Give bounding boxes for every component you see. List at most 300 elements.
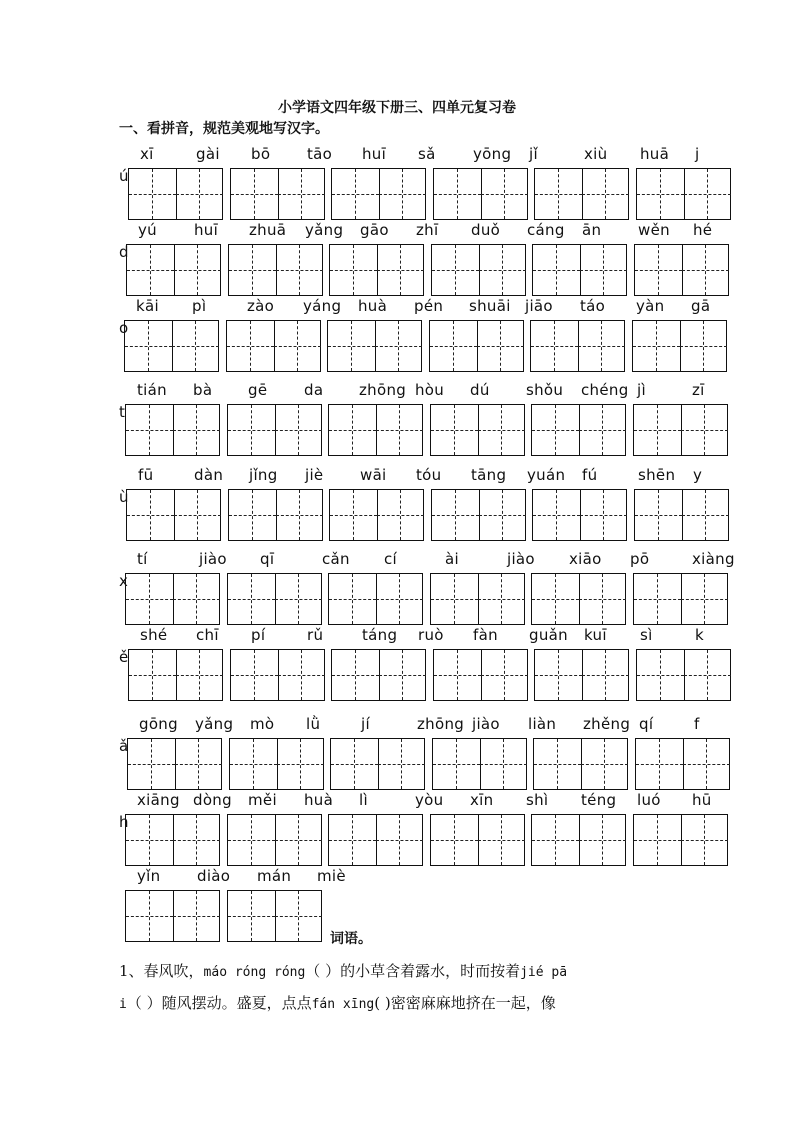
writing-box-pair[interactable] xyxy=(531,814,626,866)
writing-cell[interactable] xyxy=(229,490,277,540)
pinyin-syllable: fú xyxy=(582,466,598,484)
grid-row xyxy=(0,221,794,301)
writing-cell[interactable] xyxy=(127,245,175,295)
pinyin-syllable: zī xyxy=(692,381,705,399)
writing-cell[interactable] xyxy=(578,321,625,371)
page-title: 小学语文四年级下册三、四单元复习卷 xyxy=(278,100,516,116)
pinyin-syllable: hé xyxy=(693,221,713,239)
pinyin-syllable: jiào xyxy=(472,715,500,733)
writing-cell[interactable] xyxy=(173,891,220,941)
pinyin-syllable: shì xyxy=(526,791,549,809)
pinyin-syllable: dòng xyxy=(193,791,232,809)
writing-cell[interactable] xyxy=(228,405,276,455)
pinyin-syllable: qí xyxy=(639,715,654,733)
writing-cell[interactable] xyxy=(434,650,482,700)
pinyin-line xyxy=(0,626,794,648)
writing-box-pair[interactable] xyxy=(125,573,220,625)
writing-cell[interactable] xyxy=(682,245,729,295)
writing-cell[interactable] xyxy=(129,650,177,700)
writing-cell[interactable] xyxy=(229,245,277,295)
pinyin-syllable: jǐ xyxy=(529,145,538,163)
para2-pinyin-0: i xyxy=(119,997,127,1012)
writing-cell[interactable] xyxy=(275,891,322,941)
pinyin-line xyxy=(0,145,794,167)
writing-cell[interactable] xyxy=(480,739,527,789)
pinyin-syllable: fū xyxy=(138,466,154,484)
pinyin-syllable: tián xyxy=(137,381,167,399)
pinyin-line xyxy=(0,221,794,243)
para2-pinyin-1: fán xīng xyxy=(311,997,375,1012)
para1-text-b: （ ）的小草含着露水，时而按着 xyxy=(305,962,521,980)
writing-box-pair[interactable] xyxy=(125,404,220,456)
writing-cell[interactable] xyxy=(634,405,682,455)
pinyin-syllable: gōng xyxy=(139,715,178,733)
writing-cell[interactable] xyxy=(681,405,728,455)
writing-cell[interactable] xyxy=(634,815,682,865)
writing-cell[interactable] xyxy=(635,490,683,540)
pinyin-syllable: duǒ xyxy=(471,221,501,239)
writing-cell[interactable] xyxy=(581,739,628,789)
pinyin-syllable: diào xyxy=(197,867,231,885)
stray-pinyin: ú xyxy=(119,167,129,185)
grid-row xyxy=(0,145,794,225)
writing-cell[interactable] xyxy=(479,245,526,295)
pinyin-syllable: gāo xyxy=(360,221,389,239)
writing-cell[interactable] xyxy=(633,321,681,371)
writing-cell[interactable] xyxy=(126,891,174,941)
writing-cell[interactable] xyxy=(329,574,377,624)
writing-box-pair[interactable] xyxy=(331,649,426,701)
writing-box-pair[interactable] xyxy=(125,814,220,866)
pinyin-syllable: gā xyxy=(691,297,711,315)
writing-cell[interactable] xyxy=(634,574,682,624)
pinyin-syllable: huà xyxy=(358,297,388,315)
writing-cell[interactable] xyxy=(173,405,220,455)
pinyin-syllable: mán xyxy=(257,867,292,885)
writing-box-pair[interactable] xyxy=(330,738,425,790)
writing-cell[interactable] xyxy=(680,321,727,371)
writing-cell[interactable] xyxy=(128,739,176,789)
writing-box-pair[interactable] xyxy=(530,320,625,372)
para1-pinyin-1: máo róng róng xyxy=(203,965,306,980)
grid-row xyxy=(0,466,794,546)
pinyin-syllable: huà xyxy=(304,791,334,809)
writing-cell[interactable] xyxy=(127,490,175,540)
writing-cell[interactable] xyxy=(228,574,276,624)
writing-cell[interactable] xyxy=(579,815,626,865)
pinyin-syllable: cí xyxy=(384,550,398,568)
writing-cell[interactable] xyxy=(332,650,380,700)
writing-box-pair[interactable] xyxy=(430,573,525,625)
writing-cell[interactable] xyxy=(533,245,581,295)
writing-box-pair[interactable] xyxy=(230,168,325,220)
pinyin-syllable: luó xyxy=(637,791,661,809)
writing-box-pair[interactable] xyxy=(532,244,627,296)
writing-box-pair[interactable] xyxy=(328,404,423,456)
pinyin-line xyxy=(0,466,794,488)
pinyin-syllable: pí xyxy=(251,626,266,644)
writing-cell[interactable] xyxy=(328,321,376,371)
pinyin-syllable: yōng xyxy=(473,145,512,163)
writing-box-pair[interactable] xyxy=(124,320,219,372)
writing-box-pair[interactable] xyxy=(125,890,220,942)
writing-cell[interactable] xyxy=(375,321,422,371)
writing-box-pair[interactable] xyxy=(226,320,321,372)
writing-cell[interactable] xyxy=(126,815,174,865)
pinyin-line xyxy=(0,297,794,319)
writing-box-pair[interactable] xyxy=(432,738,527,790)
stray-pinyin: h xyxy=(119,813,129,831)
pinyin-syllable: xiàng xyxy=(692,550,735,568)
pinyin-syllable: táng xyxy=(362,626,398,644)
writing-cell[interactable] xyxy=(531,321,579,371)
writing-cell[interactable] xyxy=(532,574,580,624)
writing-cell[interactable] xyxy=(228,891,276,941)
pinyin-syllable: rǔ xyxy=(307,626,324,644)
pinyin-syllable: zhōng xyxy=(417,715,465,733)
pinyin-syllable: zhěng xyxy=(583,715,631,733)
pinyin-syllable: kuī xyxy=(584,626,607,644)
writing-box-pair[interactable] xyxy=(534,168,629,220)
writing-cell[interactable] xyxy=(227,321,275,371)
writing-cell[interactable] xyxy=(126,405,174,455)
writing-cell[interactable] xyxy=(533,490,581,540)
writing-cell[interactable] xyxy=(431,815,479,865)
pinyin-syllable: sǎ xyxy=(418,145,436,163)
writing-cell[interactable] xyxy=(535,650,583,700)
writing-box-pair[interactable] xyxy=(227,814,322,866)
writing-cell[interactable] xyxy=(430,321,478,371)
writing-cell[interactable] xyxy=(582,169,629,219)
writing-cell[interactable] xyxy=(434,169,482,219)
pinyin-syllable: pén xyxy=(414,297,444,315)
writing-box-pair[interactable] xyxy=(532,489,627,541)
writing-cell[interactable] xyxy=(125,321,173,371)
writing-cell[interactable] xyxy=(532,405,580,455)
pinyin-syllable: xī xyxy=(140,145,154,163)
pinyin-syllable: cáng xyxy=(527,221,565,239)
pinyin-syllable: zhī xyxy=(416,221,439,239)
pinyin-syllable: xiāng xyxy=(137,791,180,809)
writing-cell[interactable] xyxy=(580,245,627,295)
pinyin-syllable: da xyxy=(304,381,324,399)
writing-box-pair[interactable] xyxy=(128,168,223,220)
writing-box-pair[interactable] xyxy=(126,244,221,296)
stray-pinyin: t xyxy=(119,403,125,421)
writing-box-pair[interactable] xyxy=(227,890,322,942)
writing-cell[interactable] xyxy=(478,405,525,455)
pinyin-syllable: jì xyxy=(637,381,646,399)
writing-box-pair[interactable] xyxy=(531,404,626,456)
grid-row xyxy=(0,791,794,871)
writing-cell[interactable] xyxy=(329,405,377,455)
writing-box-pair[interactable] xyxy=(632,320,727,372)
stray-pinyin: x xyxy=(119,572,128,590)
writing-cell[interactable] xyxy=(579,405,626,455)
para1-text-a: 1、春风吹， xyxy=(119,962,204,980)
writing-box-pair[interactable] xyxy=(634,489,729,541)
writing-box-pair[interactable] xyxy=(229,738,324,790)
writing-cell[interactable] xyxy=(173,815,220,865)
pinyin-syllable: jǐng xyxy=(249,466,278,484)
writing-cell[interactable] xyxy=(278,650,325,700)
pinyin-line xyxy=(0,715,794,737)
stray-pinyin: ě xyxy=(119,648,129,666)
pinyin-syllable: sì xyxy=(640,626,653,644)
pinyin-syllable: shé xyxy=(140,626,168,644)
writing-cell[interactable] xyxy=(636,739,684,789)
paragraph-line-2 xyxy=(119,992,556,1013)
pinyin-syllable: cǎn xyxy=(322,550,350,568)
writing-cell[interactable] xyxy=(478,815,525,865)
writing-cell[interactable] xyxy=(477,321,524,371)
section2-heading: 词语。 xyxy=(330,931,372,947)
writing-box-pair[interactable] xyxy=(433,649,528,701)
writing-cell[interactable] xyxy=(230,739,278,789)
writing-box-pair[interactable] xyxy=(328,573,423,625)
writing-box-pair[interactable] xyxy=(634,244,729,296)
writing-cell[interactable] xyxy=(682,490,729,540)
stray-pinyin: ù xyxy=(119,488,129,506)
pinyin-syllable: ān xyxy=(582,221,602,239)
writing-box-pair[interactable] xyxy=(636,168,731,220)
pinyin-syllable: měi xyxy=(248,791,277,809)
pinyin-syllable: wěn xyxy=(638,221,670,239)
pinyin-syllable: tóu xyxy=(416,466,442,484)
pinyin-syllable: k xyxy=(695,626,704,644)
writing-cell[interactable] xyxy=(175,739,222,789)
writing-cell[interactable] xyxy=(635,245,683,295)
writing-cell[interactable] xyxy=(376,574,423,624)
pinyin-syllable: bà xyxy=(193,381,213,399)
pinyin-syllable: yáng xyxy=(303,297,342,315)
writing-cell[interactable] xyxy=(431,405,479,455)
pinyin-syllable: ruò xyxy=(418,626,444,644)
pinyin-syllable: ài xyxy=(445,550,459,568)
writing-cell[interactable] xyxy=(331,739,379,789)
pinyin-syllable: lì xyxy=(359,791,368,809)
writing-cell[interactable] xyxy=(481,169,528,219)
writing-cell[interactable] xyxy=(126,574,174,624)
pinyin-syllable: chéng xyxy=(581,381,629,399)
writing-box-pair[interactable] xyxy=(533,738,628,790)
writing-cell[interactable] xyxy=(534,739,582,789)
writing-cell[interactable] xyxy=(174,245,221,295)
writing-cell[interactable] xyxy=(378,739,425,789)
pinyin-syllable: yàn xyxy=(636,297,665,315)
writing-cell[interactable] xyxy=(176,650,223,700)
pinyin-syllable: zhuā xyxy=(249,221,287,239)
grid-row xyxy=(0,715,794,795)
writing-box-pair[interactable] xyxy=(433,168,528,220)
grid-row xyxy=(0,867,794,947)
writing-box-pair[interactable] xyxy=(633,404,728,456)
para2-text-b: ( )密密麻麻地挤在一起，像 xyxy=(374,994,556,1012)
writing-cell[interactable] xyxy=(376,405,423,455)
writing-cell[interactable] xyxy=(231,169,279,219)
pinyin-syllable: xīn xyxy=(470,791,494,809)
writing-cell[interactable] xyxy=(330,245,378,295)
writing-cell[interactable] xyxy=(681,574,728,624)
pinyin-syllable: yǎng xyxy=(195,715,234,733)
writing-box-pair[interactable] xyxy=(635,738,730,790)
para2-text-a: （ ）随风摆动。盛夏，点点 xyxy=(126,994,312,1012)
grid-row xyxy=(0,381,794,461)
writing-cell[interactable] xyxy=(580,490,627,540)
writing-cell[interactable] xyxy=(129,169,177,219)
pinyin-syllable: tí xyxy=(137,550,148,568)
writing-cell[interactable] xyxy=(275,574,322,624)
writing-cell[interactable] xyxy=(478,574,525,624)
writing-cell[interactable] xyxy=(681,815,728,865)
writing-cell[interactable] xyxy=(481,650,528,700)
writing-cell[interactable] xyxy=(228,815,276,865)
writing-cell[interactable] xyxy=(379,169,426,219)
writing-cell[interactable] xyxy=(276,490,323,540)
writing-box-pair[interactable] xyxy=(329,489,424,541)
writing-box-pair[interactable] xyxy=(431,244,526,296)
pinyin-syllable: jiào xyxy=(199,550,227,568)
pinyin-syllable: hòu xyxy=(415,381,445,399)
writing-cell[interactable] xyxy=(637,169,685,219)
pinyin-syllable: y xyxy=(693,466,703,484)
writing-cell[interactable] xyxy=(278,169,325,219)
pinyin-syllable: liàn xyxy=(528,715,557,733)
writing-cell[interactable] xyxy=(432,245,480,295)
pinyin-syllable: lǜ xyxy=(306,715,321,733)
writing-cell[interactable] xyxy=(277,739,324,789)
paragraph-line-1 xyxy=(119,960,567,981)
pinyin-syllable: j xyxy=(695,145,700,163)
writing-box-pair[interactable] xyxy=(633,573,728,625)
pinyin-syllable: huī xyxy=(362,145,387,163)
writing-cell[interactable] xyxy=(431,574,479,624)
writing-cell[interactable] xyxy=(274,321,321,371)
pinyin-syllable: jiè xyxy=(305,466,324,484)
writing-cell[interactable] xyxy=(276,245,323,295)
writing-cell[interactable] xyxy=(329,815,377,865)
pinyin-syllable: pō xyxy=(630,550,650,568)
writing-box-pair[interactable] xyxy=(636,649,731,701)
writing-cell[interactable] xyxy=(172,321,219,371)
pinyin-syllable: wāi xyxy=(360,466,387,484)
writing-cell[interactable] xyxy=(275,815,322,865)
writing-cell[interactable] xyxy=(579,574,626,624)
writing-cell[interactable] xyxy=(231,650,279,700)
pinyin-syllable: mò xyxy=(250,715,275,733)
pinyin-syllable: zhōng xyxy=(359,381,407,399)
pinyin-syllable: xiù xyxy=(584,145,608,163)
writing-cell[interactable] xyxy=(377,490,424,540)
pinyin-syllable: yǎng xyxy=(305,221,344,239)
writing-cell[interactable] xyxy=(174,490,221,540)
pinyin-line xyxy=(0,867,794,889)
writing-cell[interactable] xyxy=(684,169,731,219)
pinyin-syllable: gài xyxy=(196,145,220,163)
pinyin-syllable: huī xyxy=(194,221,219,239)
writing-box-pair[interactable] xyxy=(327,320,422,372)
writing-cell[interactable] xyxy=(582,650,629,700)
writing-cell[interactable] xyxy=(684,650,731,700)
pinyin-syllable: kāi xyxy=(136,297,159,315)
para1-pinyin-2: jié pā xyxy=(520,965,568,980)
writing-cell[interactable] xyxy=(173,574,220,624)
stray-pinyin: o xyxy=(119,319,129,337)
pinyin-line xyxy=(0,381,794,403)
writing-box-pair[interactable] xyxy=(633,814,728,866)
writing-cell[interactable] xyxy=(376,815,423,865)
writing-box-pair[interactable] xyxy=(431,489,526,541)
writing-box-pair[interactable] xyxy=(128,649,223,701)
writing-cell[interactable] xyxy=(532,815,580,865)
pinyin-syllable: tāng xyxy=(471,466,507,484)
pinyin-line xyxy=(0,550,794,572)
pinyin-syllable: jiāo xyxy=(525,297,553,315)
section1-heading: 一、看拼音，规范美观地写汉字。 xyxy=(119,121,329,137)
writing-cell[interactable] xyxy=(377,245,424,295)
writing-box-pair[interactable] xyxy=(429,320,524,372)
writing-cell[interactable] xyxy=(275,405,322,455)
writing-box-pair[interactable] xyxy=(430,814,525,866)
pinyin-syllable: miè xyxy=(317,867,346,885)
writing-cell[interactable] xyxy=(683,739,730,789)
writing-box-pair[interactable] xyxy=(228,244,323,296)
pinyin-syllable: yuán xyxy=(527,466,566,484)
writing-box-pair[interactable] xyxy=(126,489,221,541)
writing-cell[interactable] xyxy=(332,169,380,219)
writing-cell[interactable] xyxy=(379,650,426,700)
writing-cell[interactable] xyxy=(535,169,583,219)
writing-cell[interactable] xyxy=(433,739,481,789)
pinyin-syllable: huā xyxy=(640,145,670,163)
writing-box-pair[interactable] xyxy=(430,404,525,456)
writing-box-pair[interactable] xyxy=(331,168,426,220)
writing-box-pair[interactable] xyxy=(228,489,323,541)
pinyin-syllable: hū xyxy=(692,791,712,809)
writing-box-pair[interactable] xyxy=(230,649,325,701)
writing-box-pair[interactable] xyxy=(127,738,222,790)
pinyin-syllable: bō xyxy=(251,145,271,163)
pinyin-syllable: qī xyxy=(260,550,275,568)
writing-cell[interactable] xyxy=(637,650,685,700)
grid-row xyxy=(0,626,794,706)
pinyin-syllable: tāo xyxy=(307,145,333,163)
pinyin-syllable: guǎn xyxy=(529,626,568,644)
pinyin-syllable: jí xyxy=(361,715,370,733)
writing-box-pair[interactable] xyxy=(531,573,626,625)
writing-box-pair[interactable] xyxy=(227,573,322,625)
pinyin-syllable: xiāo xyxy=(569,550,602,568)
pinyin-syllable: chī xyxy=(196,626,219,644)
grid-row xyxy=(0,297,794,377)
writing-box-pair[interactable] xyxy=(328,814,423,866)
writing-box-pair[interactable] xyxy=(329,244,424,296)
pinyin-syllable: yǐn xyxy=(137,867,161,885)
pinyin-syllable: shēn xyxy=(638,466,676,484)
writing-cell[interactable] xyxy=(176,169,223,219)
pinyin-syllable: dú xyxy=(470,381,490,399)
writing-cell[interactable] xyxy=(432,490,480,540)
writing-box-pair[interactable] xyxy=(227,404,322,456)
writing-cell[interactable] xyxy=(479,490,526,540)
pinyin-syllable: téng xyxy=(581,791,617,809)
pinyin-syllable: gē xyxy=(248,381,268,399)
writing-box-pair[interactable] xyxy=(534,649,629,701)
writing-cell[interactable] xyxy=(330,490,378,540)
pinyin-syllable: dàn xyxy=(194,466,224,484)
pinyin-line xyxy=(0,791,794,813)
pinyin-syllable: zào xyxy=(247,297,275,315)
